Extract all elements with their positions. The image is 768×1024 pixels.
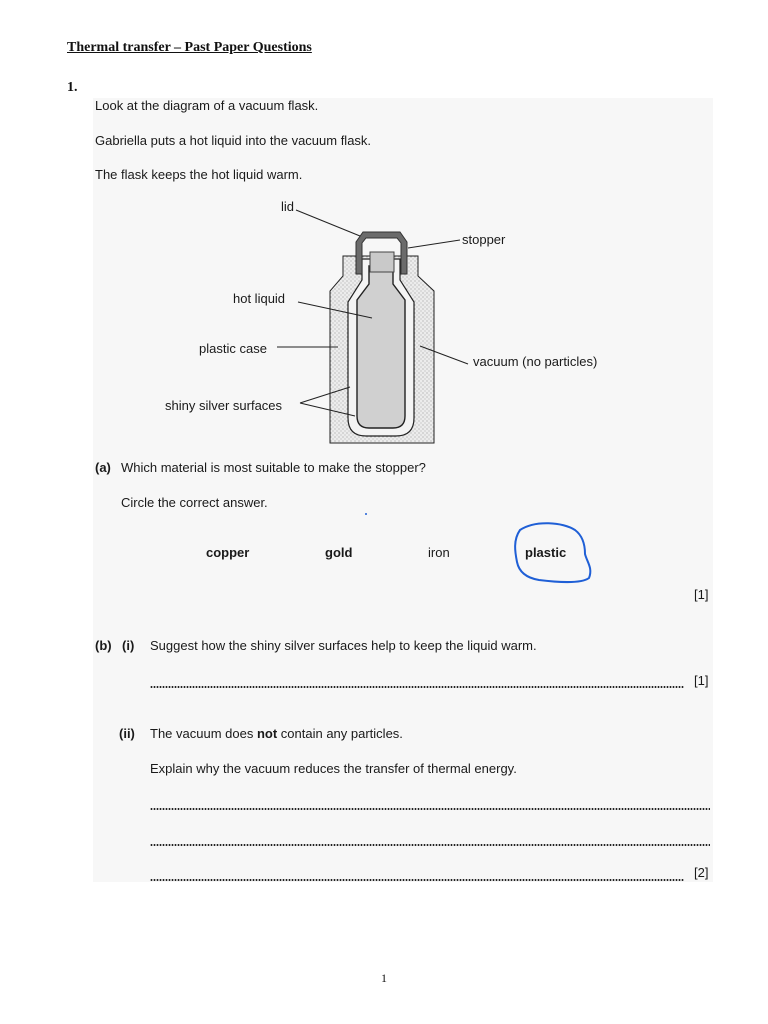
answer-line-b-ii-1[interactable] bbox=[150, 808, 710, 810]
lid-leader bbox=[296, 210, 360, 236]
part-b-ii-instruction: Explain why the vacuum reduces the transfer of thermal energy. bbox=[150, 761, 517, 776]
hot-liquid-shape bbox=[357, 266, 405, 428]
part-b-i-label: (i) bbox=[122, 638, 135, 653]
question-number: 1. bbox=[67, 80, 78, 95]
stray-ink-dot bbox=[365, 513, 367, 515]
sentence-bold-not: not bbox=[256, 726, 278, 741]
option-copper[interactable]: copper bbox=[206, 545, 250, 560]
label-shiny-surfaces: shiny silver surfaces bbox=[165, 398, 283, 413]
intro-line-2: Gabriella puts a hot liquid into the vacuum flask. bbox=[95, 133, 372, 148]
stopper-leader bbox=[408, 240, 460, 248]
part-a-instruction: Circle the correct answer. bbox=[121, 495, 268, 510]
stopper-shape bbox=[370, 252, 394, 272]
label-lid: lid bbox=[281, 199, 295, 214]
part-b-ii-sentence bbox=[150, 726, 403, 741]
answer-line-b-ii-3[interactable] bbox=[150, 879, 684, 881]
answer-circle-mark bbox=[505, 518, 600, 588]
label-vacuum: vacuum (no particles) bbox=[473, 354, 598, 369]
part-b-ii-marks: [2] bbox=[694, 865, 709, 880]
part-a-marks: [1] bbox=[694, 587, 709, 602]
label-plastic-case: plastic case bbox=[199, 341, 267, 356]
part-a-question: Which material is most suitable to make the stopper? bbox=[121, 460, 426, 475]
page-title: Thermal transfer – Past Paper Questions bbox=[67, 40, 312, 55]
option-gold[interactable]: gold bbox=[325, 545, 353, 560]
option-plastic[interactable]: plastic bbox=[525, 545, 567, 560]
part-b-i-question: Suggest how the shiny silver surfaces help to keep the liquid warm. bbox=[150, 638, 537, 653]
part-b-label: (b) bbox=[95, 638, 112, 653]
page-number: 1 bbox=[381, 971, 387, 985]
sentence-start: The vacuum does bbox=[150, 726, 257, 741]
answer-line-b-ii-2[interactable] bbox=[150, 844, 710, 846]
label-stopper: stopper bbox=[462, 232, 506, 247]
option-iron[interactable]: iron bbox=[428, 545, 450, 560]
label-hot-liquid: hot liquid bbox=[233, 291, 286, 306]
intro-line-1: Look at the diagram of a vacuum flask. bbox=[95, 98, 319, 113]
part-b-ii-label: (ii) bbox=[119, 726, 135, 741]
intro-line-3: The flask keeps the hot liquid warm. bbox=[95, 167, 303, 182]
answer-line-b-i[interactable] bbox=[150, 686, 684, 688]
part-b-i-marks: [1] bbox=[694, 673, 709, 688]
sentence-end: contain any particles. bbox=[277, 726, 403, 741]
part-a-label: (a) bbox=[95, 460, 111, 475]
